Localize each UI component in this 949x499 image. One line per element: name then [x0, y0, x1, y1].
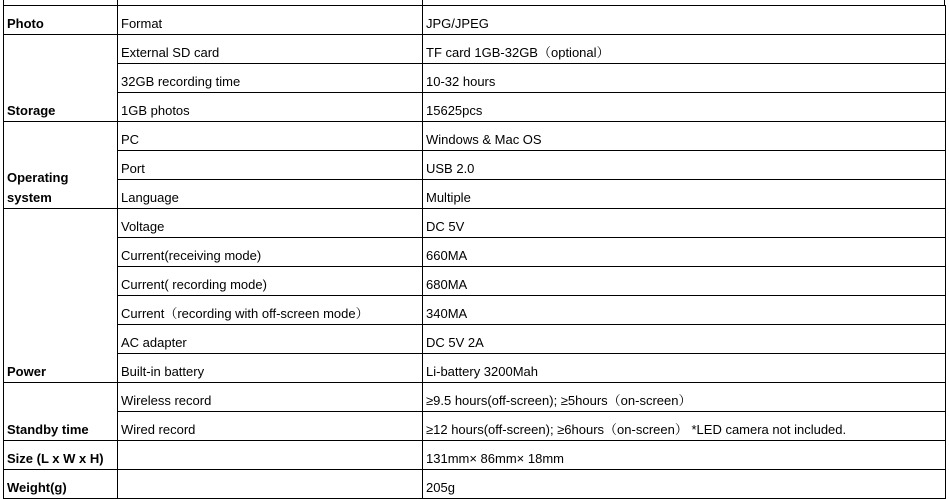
spec-value: 205g [423, 470, 946, 499]
category-line: system [7, 190, 52, 205]
spec-item [118, 441, 423, 470]
table-row [4, 296, 946, 325]
spec-item: 32GB recording time [118, 64, 423, 93]
spec-value: USB 2.0 [423, 151, 946, 180]
spec-item [118, 470, 423, 499]
spec-value: ≥9.5 hours(off-screen); ≥5hours（on-screen） [423, 383, 946, 412]
category-photo: Photo [4, 6, 118, 35]
table-row [4, 412, 946, 441]
table-row [4, 64, 946, 93]
spec-item: Built-in battery [118, 354, 423, 383]
spec-item: Current（recording with off-screen mode） [118, 296, 423, 325]
category-power: Power [4, 209, 118, 383]
spec-value: TF card 1GB-32GB（optional） [423, 35, 946, 64]
spec-value: 10-32 hours [423, 64, 946, 93]
spec-item: Port [118, 151, 423, 180]
table-row [4, 441, 946, 470]
spec-value: DC 5V [423, 209, 946, 238]
category-line: Operating [7, 170, 69, 185]
table-row [4, 93, 946, 122]
spec-value: 15625pcs [423, 93, 946, 122]
spec-item: AC adapter [118, 325, 423, 354]
spec-value: 660MA [423, 238, 946, 267]
category-standby-time: Standby time [4, 383, 118, 441]
spec-item: Voltage [118, 209, 423, 238]
spec-value: 131mm× 86mm× 18mm [423, 441, 946, 470]
table-row [4, 209, 946, 238]
table-row [4, 151, 946, 180]
table-row [4, 238, 946, 267]
table-row [4, 6, 946, 35]
spec-item: External SD card [118, 35, 423, 64]
category-weight: Weight(g) [4, 470, 118, 499]
spec-value: Multiple [423, 180, 946, 209]
table-row [4, 122, 946, 151]
spec-item: 1GB photos [118, 93, 423, 122]
table-row [4, 383, 946, 412]
spec-item: Current(receiving mode) [118, 238, 423, 267]
spec-value: ≥12 hours(off-screen); ≥6hours（on-screen） *LED camera not included. [423, 412, 946, 441]
spec-value: 680MA [423, 267, 946, 296]
table-row [4, 470, 946, 499]
category-storage: Storage [4, 35, 118, 122]
spec-item: Wireless record [118, 383, 423, 412]
spec-value: Li-battery 3200Mah [423, 354, 946, 383]
spec-value: DC 5V 2A [423, 325, 946, 354]
spec-item: Format [118, 6, 423, 35]
category-size: Size (L x W x H) [4, 441, 118, 470]
table-row [4, 267, 946, 296]
spec-item: Current( recording mode) [118, 267, 423, 296]
spec-table [3, 5, 946, 499]
spec-value: 340MA [423, 296, 946, 325]
spec-item: Wired record [118, 412, 423, 441]
category-operating-system [4, 122, 118, 209]
spec-value: Windows & Mac OS [423, 122, 946, 151]
spec-item: PC [118, 122, 423, 151]
table-row [4, 35, 946, 64]
table-row [4, 325, 946, 354]
table-row [4, 354, 946, 383]
spec-item: Language [118, 180, 423, 209]
spec-value: JPG/JPEG [423, 6, 946, 35]
table-row [4, 180, 946, 209]
